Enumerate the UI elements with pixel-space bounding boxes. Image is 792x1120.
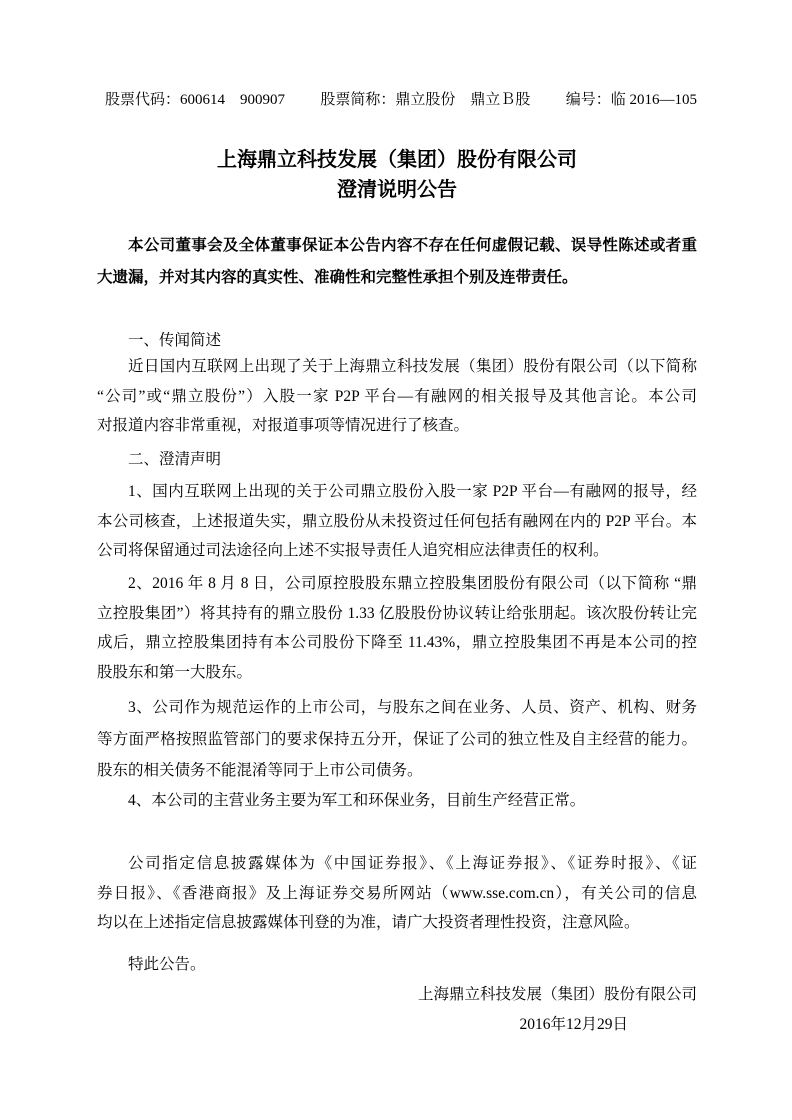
paragraph-line: 立控股集团”）将其持有的鼎立股份 1.33 亿股股份协议转让给张朋起。该次股份转让完 [97,604,697,622]
paragraph-line: 等方面严格按照监管部门的要求保持五分开，保证了公司的独立性及自主经营的能力。 [97,730,697,748]
clarification-item-4 [97,786,697,816]
section-heading: 二、澄清声明 [128,451,222,468]
paragraph-line: 1、国内互联网上出现的关于公司鼎立股份入股一家 P2P 平台—有融网的报导，经 [128,483,697,500]
signature-company: 上海鼎立科技发展（集团）股份有限公司 [417,986,697,1003]
paragraph-line: 4、本公司的主营业务主要为军工和环保业务，目前生产经营正常。 [128,792,586,809]
rumor-summary-paragraph [97,352,697,441]
title-block [97,145,697,205]
announcement-title: 澄清说明公告 [337,179,457,201]
company-title: 上海鼎立科技发展（集团）股份有限公司 [217,149,577,171]
paragraph-line: 均以在上述指定信息披露媒体刊登的为准，请广大投资者理性投资，注意风险。 [97,914,640,931]
paragraph-line: 近日国内互联网上出现了关于上海鼎立科技发展（集团）股份有限公司（以下简称 [128,358,697,375]
clarification-item-3 [97,692,697,787]
clarification-item-2 [97,569,697,688]
paragraph-line: 股东的相关债务不能混淆等同于上市公司债务。 [97,762,423,779]
section-heading-clarification [97,445,697,475]
board-disclaimer [97,230,697,294]
paragraph-line: 本公司核查，上述报道失实，鼎立股份从未投资过任何包括有融网在内的 P2P 平台。本 [97,512,697,530]
paragraph-line: 券日报》、《香港商报》及上海证券交易所网站（www.sse.com.cn），有关公司的信息 [97,884,697,902]
paragraph-line: 公司将保留通过司法途径向上述不实报导责任人追究相应法律责任的权利。 [97,542,609,559]
header-stock-name: 股票简称：鼎立股份 鼎立Ｂ股 [320,92,531,108]
paragraph-line: 公司指定信息披露媒体为《中国证券报》、《上海证券报》、《证券时报》、《证 [128,855,697,872]
disclosure-media-statement [97,849,697,938]
paragraph-line: 对报道内容非常重视，对报道事项等情况进行了核查。 [97,417,470,434]
header-stock-code: 股票代码：600614 900907 [105,92,286,108]
paragraph-line: 成后，鼎立控股集团持有本公司股份下降至 11.43%，鼎立控股集团不再是本公司的控 [97,634,697,652]
closing-text: 特此公告。 [128,956,206,973]
document-header [105,90,697,110]
section-heading: 一、传闻简述 [128,332,222,349]
paragraph-line: “公司”或“鼎立股份”）入股一家 P2P 平台—有融网的相关报导及其他言论。本公司 [97,387,697,405]
clarification-item-1 [97,477,697,566]
signature-date: 2016年12月29日 [519,1016,628,1033]
disclaimer-line: 本公司董事会及全体董事保证本公告内容不存在任何虚假记载、误导性陈述或者重 [128,237,697,254]
paragraph-line: 股股东和第一大股东。 [97,664,253,682]
paragraph-line: 3、公司作为规范运作的上市公司，与股东之间在业务、人员、资产、机构、财务 [128,699,697,716]
disclaimer-line: 大遗漏，并对其内容的真实性、准确性和完整性承担个别及连带责任。 [97,269,578,286]
paragraph-line: 2、2016 年 8 月 8 日，公司原控股股东鼎立控股集团股份有限公司（以下简称 “鼎 [128,575,697,592]
header-announcement-number: 编号：临 2016—105 [565,92,697,108]
closing-block [97,950,697,980]
